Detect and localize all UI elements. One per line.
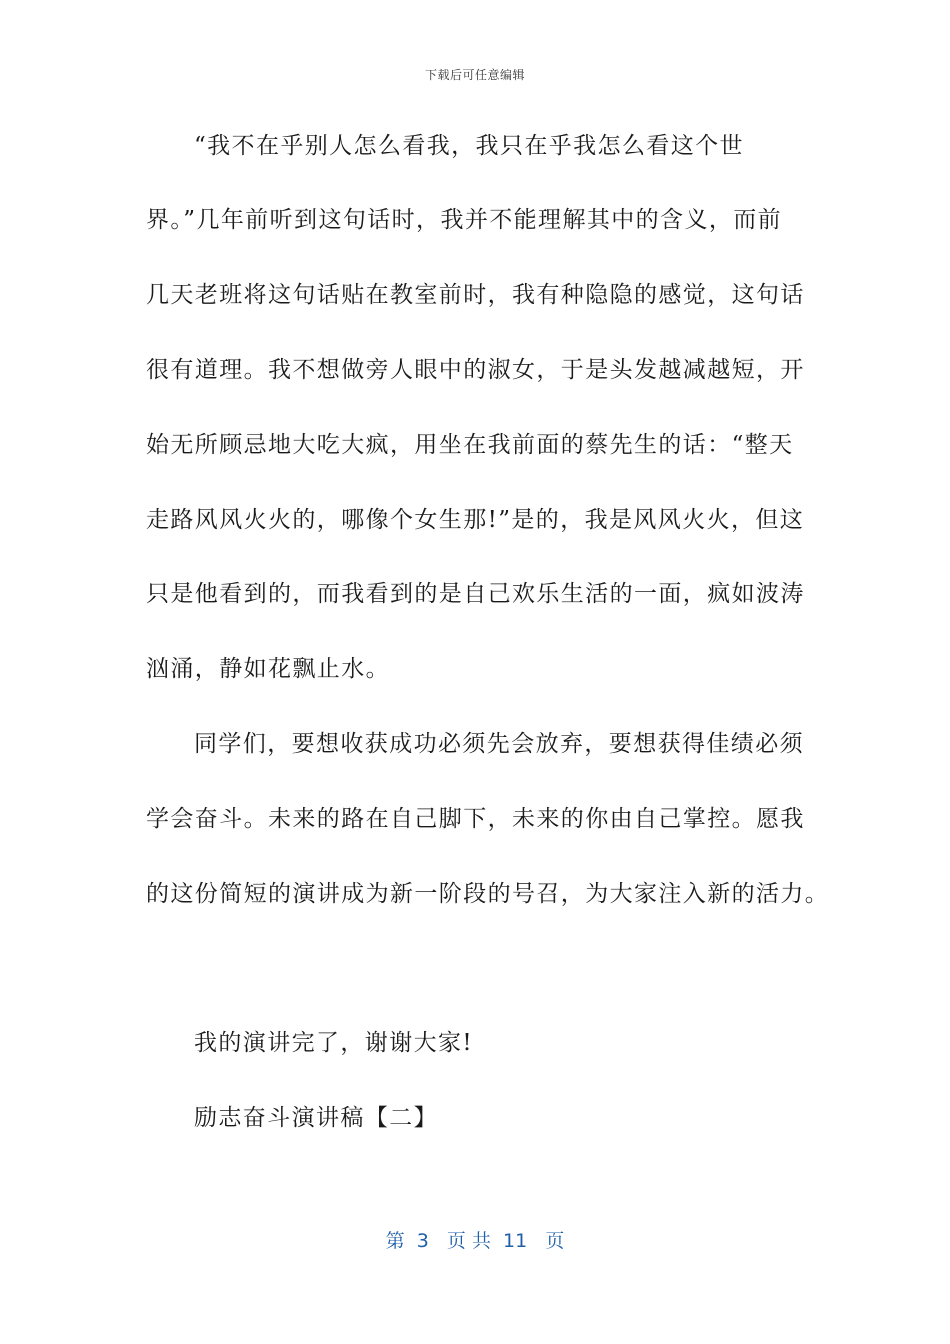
- paragraph-line: 界。”几年前听到这句话时，我并不能理解其中的含义，而前: [146, 207, 783, 233]
- paragraph-line: 始无所顾忌地大吃大疯，用坐在我前面的蔡先生的话：“整天: [146, 432, 794, 458]
- page-number-footer: 第 3 页 共 11 页: [385, 1230, 565, 1252]
- paragraph-line: 走路风风火火的，哪像个女生那!”是的，我是风风火火，但这: [146, 507, 805, 533]
- paragraph-line: 学会奋斗。未来的路在自己脚下，未来的你由自己掌控。愿我: [146, 806, 805, 832]
- paragraph-line: 的这份简短的演讲成为新一阶段的号召，为大家注入新的活力。: [146, 881, 830, 907]
- paragraph-line: 几天老班将这句话贴在教室前时，我有种隐隐的感觉，这句话: [146, 282, 805, 308]
- paragraph-line: 只是他看到的，而我看到的是自己欢乐生活的一面，疯如波涛: [146, 581, 805, 607]
- closing-line: 我的演讲完了，谢谢大家!: [194, 1030, 474, 1056]
- page-header: 下载后可任意编辑: [424, 68, 525, 82]
- paragraph-line: 同学们，要想收获成功必须先会放弃，要想获得佳绩必须: [194, 731, 804, 757]
- paragraph-line: “我不在乎别人怎么看我，我只在乎我怎么看这个世: [194, 133, 744, 159]
- section-title: 励志奋斗演讲稿【二】: [194, 1105, 438, 1131]
- paragraph-line: 汹涌，静如花飘止水。: [146, 656, 390, 682]
- paragraph-line: 很有道理。我不想做旁人眼中的淑女，于是头发越减越短，开: [146, 357, 805, 383]
